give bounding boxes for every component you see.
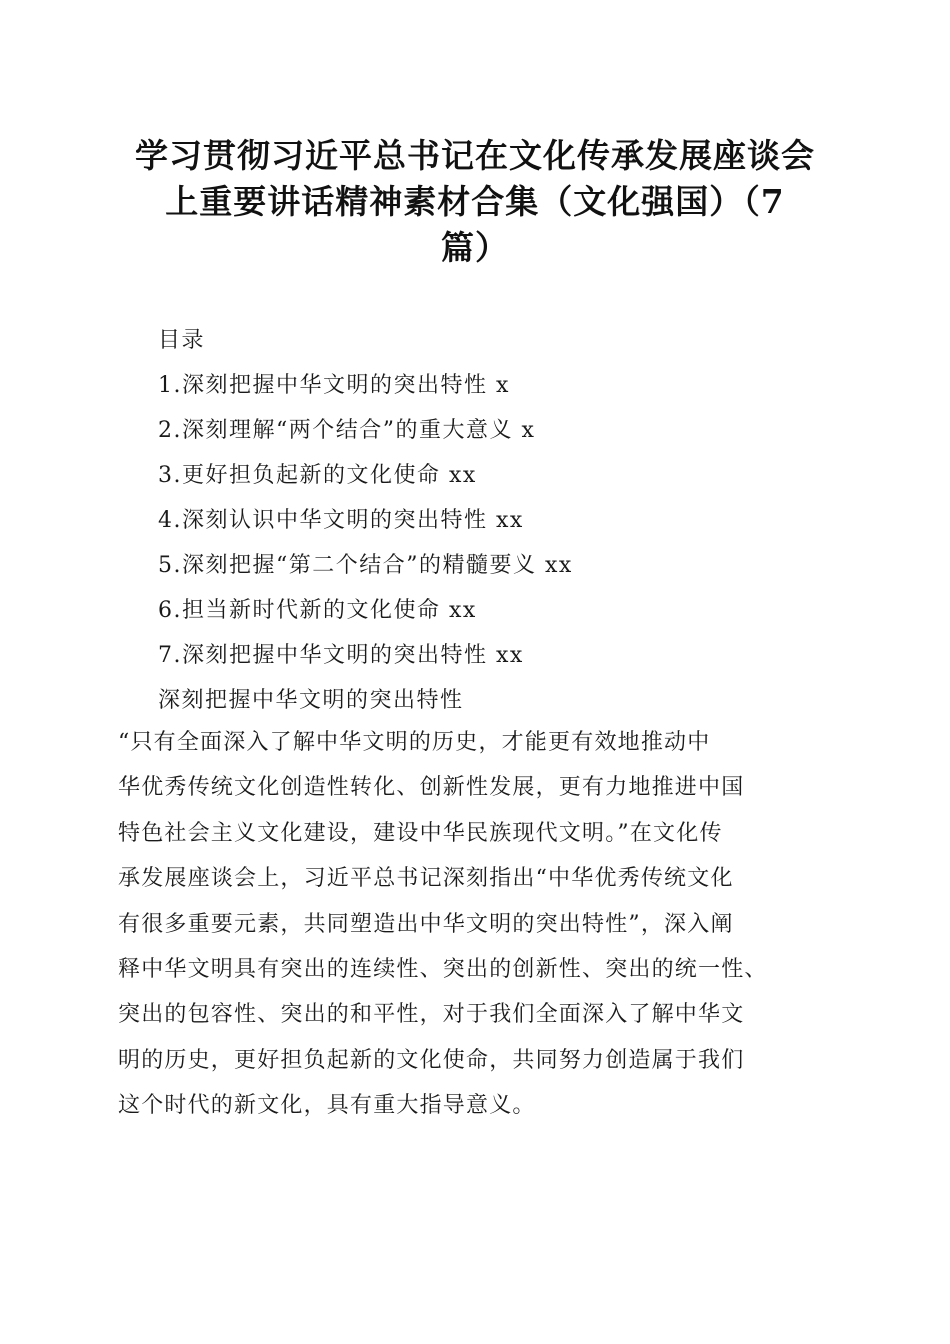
body-paragraph	[118, 724, 838, 1133]
toc-item: 1.深刻把握中华文明的突出特性 x	[158, 373, 510, 398]
paragraph-line: 有很多重要元素，共同塑造出中华文明的突出特性”，深入阐	[118, 911, 734, 937]
paragraph-line: “只有全面深入了解中华文明的历史，才能更有效地推动中	[118, 730, 711, 755]
paragraph-line: 特色社会主义文化建设，建设中华民族现代文明。”在文化传	[118, 820, 723, 846]
toc-item: 2.深刻理解“两个结合”的重大意义 x	[158, 418, 536, 443]
paragraph-line: 明的历史，更好担负起新的文化使命，共同努力创造属于我们	[118, 1047, 745, 1073]
toc-item: 7.深刻把握中华文明的突出特性 xx	[158, 643, 524, 668]
toc-item: 4.深刻认识中华文明的突出特性 xx	[158, 508, 524, 533]
title-line: 篇）	[441, 228, 509, 267]
paragraph-line: 突出的包容性、突出的和平性，对于我们全面深入了解中华文	[118, 1002, 745, 1028]
title-line: 上重要讲话精神素材合集（文化强国）（7	[165, 182, 785, 221]
document-title	[100, 133, 850, 271]
paragraph-line: 承发展座谈会上，习近平总书记深刻指出“中华优秀传统文化	[118, 866, 734, 892]
paragraph-line: 释中华文明具有突出的连续性、突出的创新性、突出的统一性、	[118, 956, 768, 982]
toc-heading: 目录	[158, 328, 206, 353]
title-line: 学习贯彻习近平总书记在文化传承发展座谈会	[135, 136, 815, 175]
paragraph-line: 华优秀传统文化创造性转化、创新性发展，更有力地推进中国	[118, 775, 745, 801]
section-heading: 深刻把握中华文明的突出特性	[158, 688, 464, 713]
toc-item: 5.深刻把握“第二个结合”的精髓要义 xx	[158, 553, 573, 578]
toc-item: 3.更好担负起新的文化使命 xx	[158, 463, 477, 488]
toc-item: 6.担当新时代新的文化使命 xx	[158, 598, 477, 623]
table-of-contents	[158, 322, 858, 727]
paragraph-line: 这个时代的新文化，具有重大指导意义。	[118, 1093, 536, 1119]
